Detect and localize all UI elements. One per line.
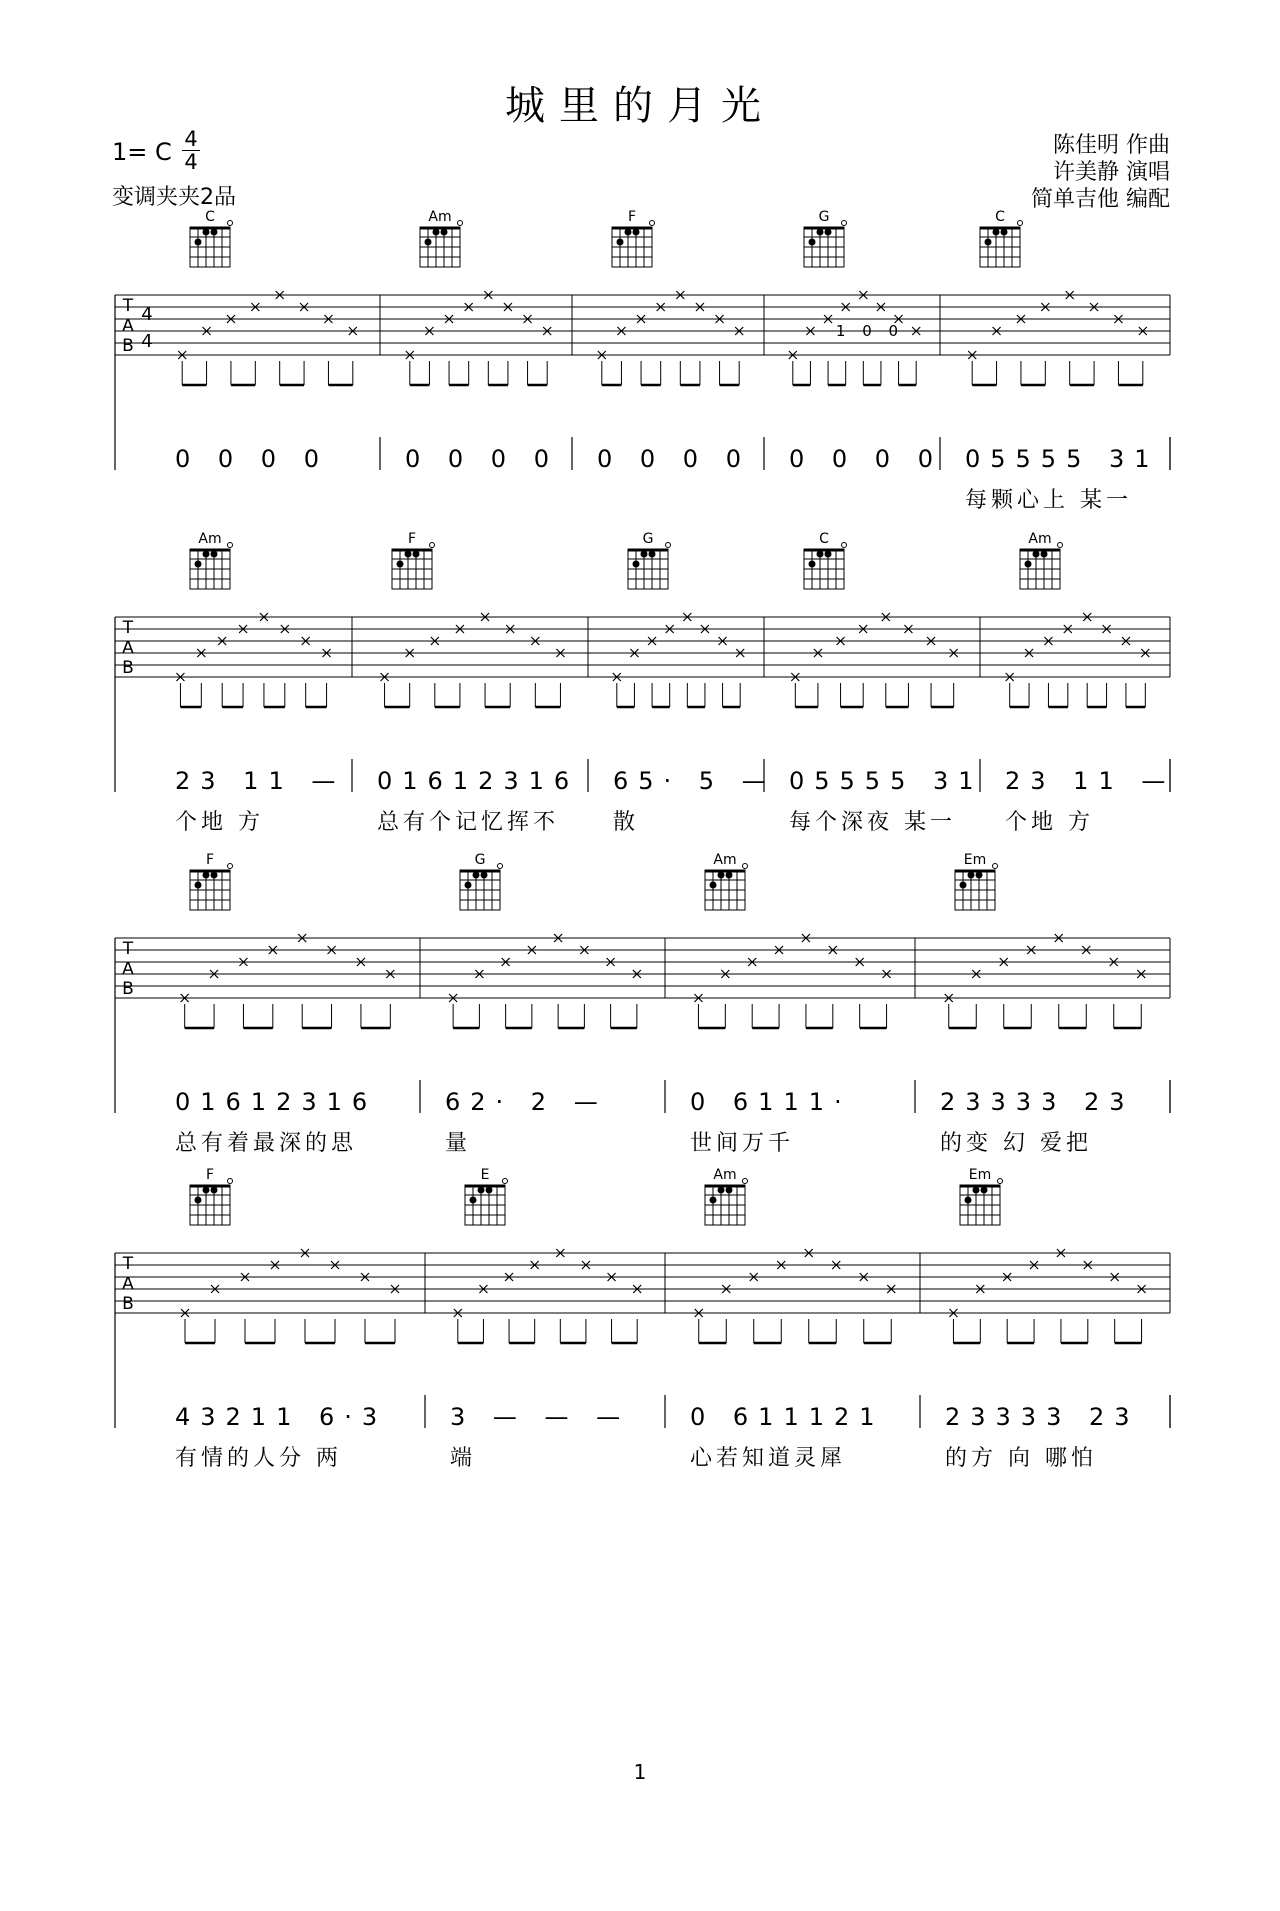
credit-arranger: 简单吉他 编配 xyxy=(1031,187,1170,212)
chord-open-string xyxy=(228,864,233,869)
chord-name: E xyxy=(480,1167,490,1183)
chord-dot xyxy=(965,1197,972,1204)
chord-dot xyxy=(718,872,725,879)
chord-diagram xyxy=(465,1167,508,1225)
jianpu-measure: 65· 5 — xyxy=(613,767,776,795)
chord-dot xyxy=(425,239,432,246)
jianpu-measure: 23333 23 xyxy=(945,1403,1140,1431)
lyric-line: 的方 向 哪怕 xyxy=(945,1446,1097,1471)
chord-dot xyxy=(195,1197,202,1204)
chord-dot xyxy=(825,229,832,236)
chord-dot xyxy=(968,872,975,879)
chord-dot xyxy=(617,239,624,246)
chord-diagram xyxy=(392,531,435,589)
system-4 xyxy=(115,1167,1170,1471)
lyric-line: 有情的人分 两 xyxy=(175,1446,342,1471)
lyric-line: 每颗心上 某一 xyxy=(965,488,1132,513)
chord-dot xyxy=(211,872,218,879)
jianpu-measure: 01612316 xyxy=(175,1088,378,1116)
key-signature: 1= C xyxy=(112,138,172,166)
chord-dot xyxy=(465,882,472,889)
chord-name: G xyxy=(818,209,830,225)
lyric-line: 的变 幻 爱把 xyxy=(940,1131,1092,1156)
chord-dot xyxy=(985,239,992,246)
chord-name: G xyxy=(642,531,654,547)
jianpu-measure: 0 0 0 0 xyxy=(405,445,559,473)
chord-dot xyxy=(993,229,1000,236)
chord-name: Am xyxy=(198,531,222,547)
system-1 xyxy=(115,209,1170,513)
jianpu-measure: 0 6111· xyxy=(690,1088,852,1116)
chord-dot xyxy=(1033,551,1040,558)
lyric-line: 总有着最深的思 xyxy=(175,1131,358,1156)
lyric-line: 个地 方 xyxy=(175,810,264,835)
chord-name: C xyxy=(819,531,829,547)
chord-name: G xyxy=(474,852,486,868)
jianpu-measure: 05555 31 xyxy=(789,767,984,795)
chord-open-string xyxy=(842,543,847,548)
chord-open-string xyxy=(650,221,655,226)
chord-dot xyxy=(473,872,480,879)
chord-name: F xyxy=(407,531,417,547)
lyric-line: 世间万千 xyxy=(690,1131,795,1156)
chord-diagram xyxy=(420,209,463,267)
lyric-line: 每个深夜 某一 xyxy=(789,810,956,835)
chord-dot xyxy=(817,229,824,236)
chord-diagram xyxy=(960,1167,1003,1225)
time-sig-denominator: 4 xyxy=(184,150,198,174)
jianpu-measure: 0 0 0 0 xyxy=(175,445,329,473)
tab-time-sig: 4 xyxy=(141,304,153,325)
chord-open-string xyxy=(228,221,233,226)
chord-open-string xyxy=(993,864,998,869)
chord-diagram xyxy=(980,209,1023,267)
chord-diagram xyxy=(705,852,748,910)
chord-dot xyxy=(203,872,210,879)
jianpu-measure: 23333 23 xyxy=(940,1088,1135,1116)
chord-dot xyxy=(726,872,733,879)
chord-dot xyxy=(211,551,218,558)
chord-dot xyxy=(718,1187,725,1194)
chord-diagram xyxy=(190,1167,233,1225)
chord-dot xyxy=(478,1187,485,1194)
chord-dot xyxy=(710,882,717,889)
song-title: 城里的月光 xyxy=(505,83,775,129)
chord-dot xyxy=(195,239,202,246)
tab-clef-t: T xyxy=(122,618,134,638)
tab-fret-numbers: 1 0 0 xyxy=(835,322,905,340)
tab-clef-t: T xyxy=(122,939,134,959)
chord-open-string xyxy=(228,543,233,548)
lyric-line: 端 xyxy=(450,1446,477,1471)
jianpu-measure: 0 0 0 0 xyxy=(789,445,943,473)
tab-clef-t: T xyxy=(122,296,134,316)
lyric-line: 散 xyxy=(613,810,640,835)
chord-dot xyxy=(973,1187,980,1194)
jianpu-measure: 0 0 0 0 xyxy=(597,445,751,473)
chord-name: Am xyxy=(713,852,737,868)
tab-time-sig: 4 xyxy=(141,331,153,352)
page-number: 1 xyxy=(633,1760,647,1784)
jianpu-measure: 05555 31 xyxy=(965,445,1160,473)
chord-open-string xyxy=(666,543,671,548)
lyric-line: 个地 方 xyxy=(1005,810,1094,835)
chord-diagram xyxy=(804,531,847,589)
chord-dot xyxy=(641,551,648,558)
chord-dot xyxy=(195,882,202,889)
chord-dot xyxy=(809,239,816,246)
chord-dot xyxy=(413,551,420,558)
chord-open-string xyxy=(228,1179,233,1184)
chord-open-string xyxy=(503,1179,508,1184)
chord-open-string xyxy=(1058,543,1063,548)
chord-open-string xyxy=(998,1179,1003,1184)
chord-name: Am xyxy=(428,209,452,225)
chord-dot xyxy=(433,229,440,236)
chord-open-string xyxy=(842,221,847,226)
jianpu-measure: 23 11 — xyxy=(175,767,346,795)
chord-dot xyxy=(1041,551,1048,558)
tab-clef-a: A xyxy=(122,959,134,979)
chord-dot xyxy=(195,561,202,568)
chord-dot xyxy=(441,229,448,236)
chord-dot xyxy=(481,872,488,879)
chord-open-string xyxy=(458,221,463,226)
jianpu-measure: 0 611121 xyxy=(690,1403,885,1431)
chord-dot xyxy=(976,872,983,879)
credit-singer: 许美静 演唱 xyxy=(1053,160,1170,185)
chord-diagram xyxy=(460,852,503,910)
chord-dot xyxy=(397,561,404,568)
chord-open-string xyxy=(498,864,503,869)
chord-dot xyxy=(1001,229,1008,236)
system-3 xyxy=(115,852,1170,1156)
jianpu-measure: 23 11 — xyxy=(1005,767,1176,795)
chord-name: C xyxy=(205,209,215,225)
chord-open-string xyxy=(1018,221,1023,226)
chord-dot xyxy=(817,551,824,558)
chord-diagram xyxy=(190,531,233,589)
chord-dot xyxy=(625,229,632,236)
tab-clef-a: A xyxy=(122,638,134,658)
chord-dot xyxy=(649,551,656,558)
tab-clef-b: B xyxy=(122,658,134,678)
chord-name: Am xyxy=(1028,531,1052,547)
chord-dot xyxy=(809,561,816,568)
tab-clef-a: A xyxy=(122,316,134,336)
chord-dot xyxy=(710,1197,717,1204)
tab-clef-t: T xyxy=(122,1254,134,1274)
chord-name: F xyxy=(205,1167,215,1183)
chord-diagram xyxy=(190,852,233,910)
chord-dot xyxy=(726,1187,733,1194)
chord-dot xyxy=(203,229,210,236)
jianpu-measure: 62· 2 — xyxy=(445,1088,608,1116)
system-2 xyxy=(115,531,1175,835)
chord-name: Em xyxy=(963,852,987,868)
capo-note: 变调夹夹2品 xyxy=(112,185,236,210)
tab-clef-b: B xyxy=(122,336,134,356)
chord-diagram xyxy=(705,1167,748,1225)
chord-dot xyxy=(405,551,412,558)
chord-dot xyxy=(486,1187,493,1194)
chord-dot xyxy=(981,1187,988,1194)
chord-name: F xyxy=(627,209,637,225)
time-sig-numerator: 4 xyxy=(184,127,198,151)
chord-name: Em xyxy=(968,1167,992,1183)
chord-dot xyxy=(1025,561,1032,568)
chord-dot xyxy=(203,1187,210,1194)
chord-dot xyxy=(960,882,967,889)
chord-diagram xyxy=(955,852,998,910)
chord-dot xyxy=(633,561,640,568)
chord-open-string xyxy=(743,864,748,869)
chord-diagram xyxy=(628,531,671,589)
jianpu-measure: 3 — — — xyxy=(450,1403,631,1431)
chord-dot xyxy=(211,229,218,236)
lyric-line: 量 xyxy=(445,1131,472,1156)
chord-open-string xyxy=(430,543,435,548)
chord-open-string xyxy=(743,1179,748,1184)
credit-composer: 陈佳明 作曲 xyxy=(1053,133,1170,158)
lyric-line: 总有个记忆挥不 xyxy=(377,810,560,835)
chord-dot xyxy=(470,1197,477,1204)
lyric-line: 心若知道灵犀 xyxy=(690,1446,847,1471)
chord-dot xyxy=(211,1187,218,1194)
chord-diagram xyxy=(612,209,655,267)
chord-name: F xyxy=(205,852,215,868)
chord-diagram xyxy=(190,209,233,267)
chord-diagram xyxy=(1020,531,1063,589)
chord-dot xyxy=(203,551,210,558)
chord-name: Am xyxy=(713,1167,737,1183)
tab-clef-b: B xyxy=(122,979,134,999)
jianpu-measure: 43211 6·3 xyxy=(175,1403,388,1431)
tab-clef-a: A xyxy=(122,1274,134,1294)
chord-dot xyxy=(825,551,832,558)
chord-dot xyxy=(633,229,640,236)
tab-clef-b: B xyxy=(122,1294,134,1314)
chord-name: C xyxy=(995,209,1005,225)
chord-diagram xyxy=(804,209,847,267)
jianpu-measure: 01612316 xyxy=(377,767,580,795)
